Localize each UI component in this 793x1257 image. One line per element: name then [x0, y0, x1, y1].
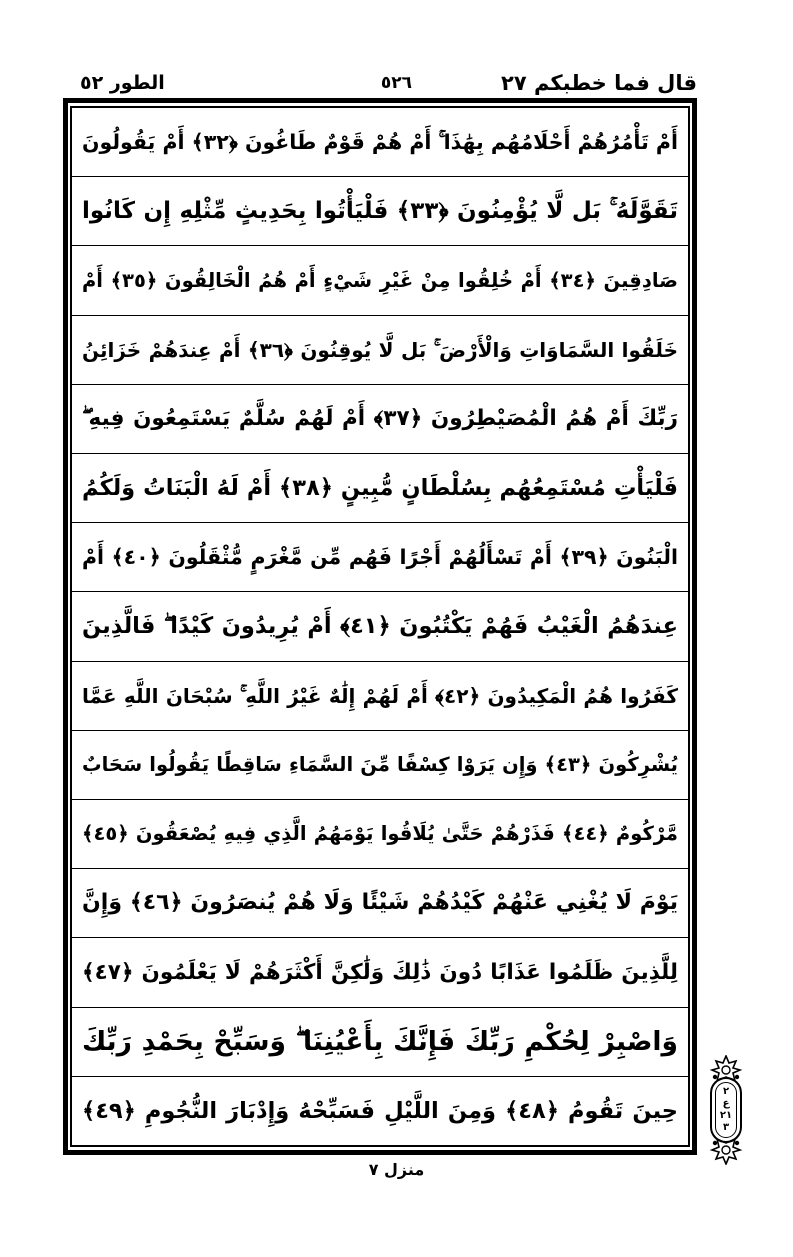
verse-line	[72, 662, 688, 731]
juz-title: قال فما خطبكم ٢٧	[501, 71, 697, 95]
verse-line	[72, 523, 688, 592]
ruku-top-number: ٢	[722, 1086, 730, 1097]
verse-line-text: عِندَهُمُ الْغَيْبُ فَهُمْ يَكْتُبُونَ ﴿٤١﴾ أَمْ يُرِيدُونَ كَيْدًا ۖ فَالَّذِينَ	[82, 613, 678, 640]
verse-line-text: يُشْرِكُونَ ﴿٤٣﴾ وَإِن يَرَوْا كِسْفًا مِّنَ السَّمَاءِ سَاقِطًا يَقُولُوا سَحَابٌ	[82, 753, 678, 777]
verse-line-text: كَفَرُوا هُمُ الْمَكِيدُونَ ﴿٤٢﴾ أَمْ لَهُمْ إِلَٰهٌ غَيْرُ اللَّهِ ۚ سُبْحَانَ اللَّهِ عَمَّا	[82, 683, 678, 708]
verse-line	[72, 1008, 688, 1077]
verse-line	[72, 938, 688, 1007]
verse-line-text: أَمْ تَأْمُرُهُمْ أَحْلَامُهُم بِهَٰذَا ۚ أَمْ هُمْ قَوْمٌ طَاغُونَ ﴿٣٢﴾ أَمْ يَقُولُونَ	[82, 129, 678, 154]
verse-line	[72, 454, 688, 523]
verse-line	[72, 385, 688, 454]
verse-line-text: لِلَّذِينَ ظَلَمُوا عَذَابًا دُونَ ذَٰلِكَ وَلَٰكِنَّ أَكْثَرَهُمْ لَا يَعْلَمُونَ ﴿٤٧﴾	[82, 959, 678, 985]
page-number: ٥٢٦	[380, 73, 413, 93]
verse-line-text: مَّرْكُومٌ ﴿٤٤﴾ فَذَرْهُمْ حَتَّىٰ يُلَاقُوا يَوْمَهُمُ الَّذِي فِيهِ يُصْعَقُونَ ﴿٤٥﴾	[82, 822, 678, 846]
verse-line	[72, 731, 688, 800]
ruku-middle-number: ٢١	[719, 1110, 733, 1121]
verse-line-text: وَاصْبِرْ لِحُكْمِ رَبِّكَ فَإِنَّكَ بِأَعْيُنِنَا ۖ وَسَبِّحْ بِحَمْدِ رَبِّكَ	[82, 1026, 678, 1058]
verse-line-text: فَلْيَأْتِ مُسْتَمِعُهُم بِسُلْطَانٍ مُّبِينٍ ﴿٣٨﴾ أَمْ لَهُ الْبَنَاتُ وَلَكُمُ	[82, 474, 678, 501]
verse-line-text: الْبَنُونَ ﴿٣٩﴾ أَمْ تَسْأَلُهُمْ أَجْرًا فَهُم مِّن مَّغْرَمٍ مُّثْقَلُونَ ﴿٤٠﴾ أَمْ	[82, 545, 678, 570]
verse-line	[72, 177, 688, 246]
verse-line	[72, 1077, 688, 1145]
verse-line-text: رَبِّكَ أَمْ هُمُ الْمُصَيْطِرُونَ ﴿٣٧﴾ أَمْ لَهُمْ سُلَّمٌ يَسْتَمِعُونَ فِيهِ ۖ	[82, 406, 678, 432]
text-frame	[70, 106, 690, 1147]
verse-line	[72, 108, 688, 177]
verse-line-text: خَلَقُوا السَّمَاوَاتِ وَالْأَرْضَ ۚ بَل لَّا يُوقِنُونَ ﴿٣٦﴾ أَمْ عِندَهُمْ خَزَائِنُ	[82, 337, 678, 362]
ruku-cartouche	[710, 1077, 742, 1143]
verse-lines	[72, 108, 688, 1145]
ruku-marker	[706, 1055, 746, 1165]
verse-line-text: تَقَوَّلَهُ ۚ بَل لَّا يُؤْمِنُونَ ﴿٣٣﴾ فَلْيَأْتُوا بِحَدِيثٍ مِّثْلِهِ إِن كَانُوا	[82, 197, 678, 224]
verse-line	[72, 800, 688, 869]
verse-line-text: صَادِقِينَ ﴿٣٤﴾ أَمْ خُلِقُوا مِنْ غَيْرِ شَيْءٍ أَمْ هُمُ الْخَالِقُونَ ﴿٣٥﴾ أَمْ	[82, 268, 678, 292]
verse-line	[72, 869, 688, 938]
verse-line-text: يَوْمَ لَا يُغْنِي عَنْهُمْ كَيْدُهُمْ شَيْئًا وَلَا هُمْ يُنصَرُونَ ﴿٤٦﴾ وَإِنَّ	[82, 890, 678, 916]
verse-line	[72, 592, 688, 661]
manzil-label: منزل ٧	[368, 1160, 425, 1179]
surah-title: الطور ٥٢	[80, 72, 165, 94]
ruku-symbol: ع	[722, 1098, 730, 1109]
ruku-bottom-number: ٣	[722, 1122, 730, 1133]
verse-line	[72, 246, 688, 315]
verse-line-text: حِينَ تَقُومُ ﴿٤٨﴾ وَمِنَ اللَّيْلِ فَسَبِّحْهُ وَإِدْبَارَ النُّجُومِ ﴿٤٩﴾	[82, 1097, 678, 1124]
verse-line	[72, 316, 688, 385]
